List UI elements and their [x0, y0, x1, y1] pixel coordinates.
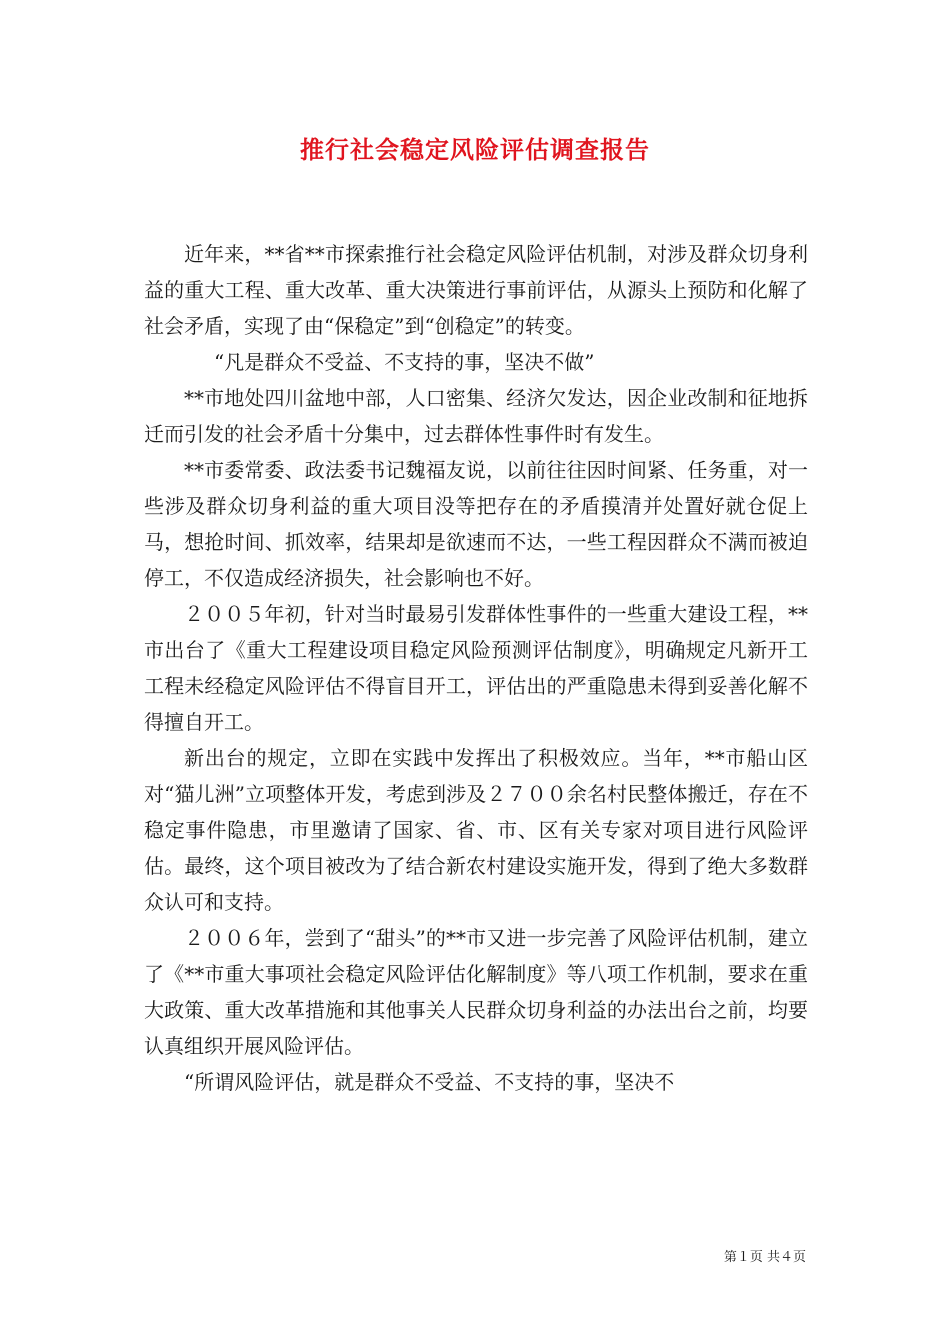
document-title: 推行社会稳定风险评估调查报告	[300, 135, 650, 164]
paragraph-intro: 近年来，**省**市探索推行社会稳定风险评估机制，对涉及群众切身利益的重大工程、重大改革、重大决策进行事前评估，从源头上预防和化解了社会矛盾，实现了由“保稳定”到“创稳定”的转变。	[144, 242, 808, 338]
document-body	[144, 236, 808, 1100]
paragraph-city-background: **市地处四川盆地中部，人口密集、经济欠发达，因企业改制和征地拆迁而引发的社会矛盾十分集中，过去群体性事件时有发生。	[144, 386, 808, 446]
paragraph-2006-mechanism: ２００６年，尝到了“甜头”的**市又进一步完善了风险评估机制，建立了《**市重大事项社会稳定风险评估化解制度》等八项工作机制，要求在重大政策、重大改革措施和其他事关人民群众切身利益的办法出台之前，均要认真组织开展风险评估。	[144, 926, 808, 1058]
paragraph-quote-heading: “凡是群众不受益、不支持的事，坚决不做”	[214, 350, 595, 374]
paragraph-policy-effect: 新出台的规定，立即在实践中发挥出了积极效应。当年，**市船山区对“猫儿洲”立项整体开发，考虑到涉及２７００余名村民整体搬迁，存在不稳定事件隐患，市里邀请了国家、省、市、区有关专家对项目进行风险评估。最终，这个项目被改为了结合新农村建设实施开发，得到了绝大多数群众认可和支持。	[144, 746, 808, 914]
paragraph-risk-definition: “所谓风险评估，就是群众不受益、不支持的事，坚决不	[184, 1070, 675, 1094]
paragraph-2005-policy: ２００５年初，针对当时最易引发群体性事件的一些重大建设工程，**市出台了《重大工程建设项目稳定风险预测评估制度》，明确规定凡新开工工程未经稳定风险评估不得盲目开工，评估出的严重隐患未得到妥善化解不得擅自开工。	[144, 602, 808, 734]
paragraph-official-statement: **市委常委、政法委书记魏福友说，以前往往因时间紧、任务重，对一些涉及群众切身利益的重大项目没等把存在的矛盾摸清并处置好就仓促上马，想抢时间、抓效率，结果却是欲速而不达，一些工程因群众不满而被迫停工，不仅造成经济损失，社会影响也不好。	[144, 458, 808, 590]
page-number: 第１页 共４页	[723, 1250, 806, 1265]
